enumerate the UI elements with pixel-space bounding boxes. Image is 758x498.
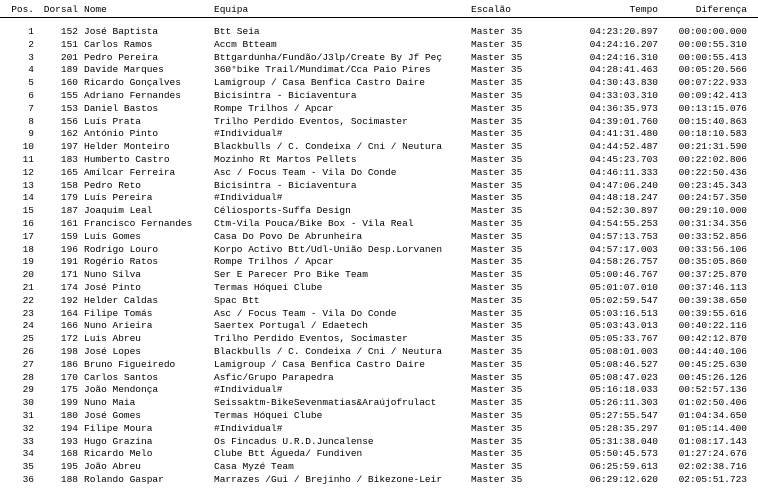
cell-tempo: 05:08:01.003 — [589, 346, 658, 357]
table-row — [0, 154, 758, 166]
cell-pos: 12 — [22, 166, 34, 178]
cell-pos: 19 — [22, 256, 34, 268]
cell-diferenca: 02:05:51.723 — [678, 474, 747, 485]
cell-tempo: 05:03:16.513 — [589, 307, 658, 319]
cell-escalao: Master 35 — [471, 38, 523, 50]
cell-escalao: Master 35 — [471, 166, 523, 178]
cell-dorsal: 155 — [60, 90, 78, 101]
cell-equipa: Blackbulls / C. Condeixa / Cni / Neutura — [214, 346, 443, 357]
cell-escalao: Master 35 — [471, 51, 523, 63]
cell-pos: 2 — [28, 38, 34, 50]
cell-dorsal: 171 — [60, 269, 78, 281]
table-row — [0, 244, 758, 256]
cell-equipa: Termas Hóquei Clube — [214, 282, 323, 293]
cell-equipa: Trilho Perdido Eventos, Socimaster — [214, 115, 408, 127]
cell-pos: 34 — [22, 448, 34, 460]
cell-escalao: Master 35 — [471, 461, 523, 473]
cell-dorsal: 194 — [60, 422, 78, 434]
cell-diferenca: 01:04:34.650 — [678, 410, 747, 421]
cell-tempo: 05:50:45.573 — [589, 448, 658, 460]
table-row — [0, 269, 758, 281]
cell-diferenca: 00:31:34.356 — [678, 218, 747, 229]
table-row — [0, 346, 758, 358]
cell-tempo: 04:28:41.463 — [589, 64, 658, 76]
cell-pos: 31 — [22, 410, 34, 421]
cell-equipa: #Individual# — [214, 192, 283, 204]
cell-nome: Luís Pereira — [84, 192, 153, 204]
cell-pos: 1 — [28, 26, 34, 37]
cell-nome: João Mendonça — [84, 384, 159, 396]
table-row — [0, 90, 758, 102]
cell-tempo: 04:44:52.487 — [589, 141, 658, 153]
cell-equipa: #Individual# — [214, 128, 283, 140]
table-row — [0, 116, 758, 128]
cell-escalao: Master 35 — [471, 90, 523, 101]
cell-nome: Helder Monteiro — [84, 141, 170, 153]
cell-dorsal: 151 — [60, 38, 78, 50]
cell-dorsal: 159 — [60, 230, 78, 242]
header-diferenca: Diferença — [695, 4, 747, 15]
cell-escalao: Master 35 — [471, 346, 523, 357]
table-row — [0, 64, 758, 76]
cell-dorsal: 197 — [60, 141, 78, 153]
cell-dorsal: 165 — [60, 166, 78, 178]
table-row — [0, 320, 758, 332]
cell-diferenca: 00:35:05.860 — [678, 256, 747, 268]
results-header-row — [0, 4, 758, 16]
cell-pos: 32 — [22, 422, 34, 434]
cell-escalao: Master 35 — [471, 358, 523, 370]
cell-pos: 23 — [22, 307, 34, 319]
table-row — [0, 359, 758, 371]
table-row — [0, 39, 758, 51]
cell-nome: João Abreu — [84, 461, 142, 473]
cell-nome: Nuno Arieira — [84, 320, 153, 332]
cell-equipa: Ctm-Vila Pouca/Bike Box - Vila Real — [214, 218, 414, 229]
cell-diferenca: 00:39:55.616 — [678, 307, 747, 319]
cell-tempo: 04:52:30.897 — [589, 205, 658, 217]
cell-equipa: 360°bike Trail/Mundimat/Cca Paio Pires — [214, 64, 431, 76]
cell-tempo: 05:03:43.013 — [589, 320, 658, 332]
cell-dorsal: 201 — [60, 51, 78, 63]
cell-equipa: Accm Btteam — [214, 38, 277, 50]
cell-escalao: Master 35 — [471, 243, 523, 255]
cell-pos: 21 — [22, 282, 34, 293]
cell-escalao: Master 35 — [471, 435, 523, 447]
cell-tempo: 04:24:16.310 — [589, 51, 658, 63]
cell-pos: 9 — [28, 128, 34, 140]
cell-tempo: 05:01:07.010 — [589, 282, 658, 293]
cell-escalao: Master 35 — [471, 128, 523, 140]
table-row — [0, 410, 758, 422]
cell-tempo: 06:25:59.613 — [589, 461, 658, 473]
cell-dorsal: 193 — [60, 435, 78, 447]
cell-dorsal: 189 — [60, 64, 78, 76]
cell-pos: 16 — [22, 218, 34, 229]
cell-tempo: 04:41:31.480 — [589, 128, 658, 140]
cell-diferenca: 02:02:38.716 — [678, 461, 747, 473]
cell-tempo: 05:27:55.547 — [589, 410, 658, 421]
cell-dorsal: 170 — [60, 371, 78, 383]
cell-pos: 27 — [22, 358, 34, 370]
cell-pos: 13 — [22, 179, 34, 191]
cell-diferenca: 00:07:22.933 — [678, 77, 747, 89]
cell-tempo: 04:45:23.703 — [589, 154, 658, 165]
cell-equipa: Mozinho Rt Martos Pellets — [214, 154, 357, 165]
cell-dorsal: 160 — [60, 77, 78, 89]
table-row — [0, 192, 758, 204]
cell-nome: José Gomes — [84, 410, 142, 421]
cell-nome: Luís Abreu — [84, 333, 142, 345]
cell-nome: Adriano Fernandes — [84, 90, 181, 101]
cell-diferenca: 01:27:24.676 — [678, 448, 747, 460]
cell-nome: Rolando Gaspar — [84, 474, 164, 485]
table-row — [0, 180, 758, 192]
cell-nome: José Baptista — [84, 26, 159, 37]
cell-escalao: Master 35 — [471, 371, 523, 383]
cell-equipa: Bicisintra - Biciaventura — [214, 179, 357, 191]
cell-pos: 20 — [22, 269, 34, 281]
cell-dorsal: 153 — [60, 102, 78, 114]
table-row — [0, 423, 758, 435]
cell-equipa: Seissaktm-BikeSevenmatias&Araújofrulact — [214, 397, 437, 409]
cell-dorsal: 166 — [60, 320, 78, 332]
cell-tempo: 04:54:55.253 — [589, 218, 658, 229]
cell-pos: 26 — [22, 346, 34, 357]
table-row — [0, 384, 758, 396]
cell-tempo: 04:33:03.310 — [589, 90, 658, 101]
cell-tempo: 05:08:46.527 — [589, 358, 658, 370]
table-row — [0, 461, 758, 473]
cell-nome: Carlos Ramos — [84, 38, 153, 50]
cell-diferenca: 00:09:42.413 — [678, 90, 747, 101]
cell-escalao: Master 35 — [471, 230, 523, 242]
cell-escalao: Master 35 — [471, 269, 523, 281]
cell-pos: 4 — [28, 64, 34, 76]
cell-diferenca: 00:29:10.000 — [678, 205, 747, 217]
cell-tempo: 04:23:20.897 — [589, 26, 658, 37]
cell-diferenca: 00:22:02.806 — [678, 154, 747, 165]
table-row — [0, 231, 758, 243]
cell-diferenca: 00:18:10.583 — [678, 128, 747, 140]
cell-tempo: 05:16:18.033 — [589, 384, 658, 396]
header-nome: Nome — [84, 4, 107, 15]
cell-nome: Filipe Tomás — [84, 307, 153, 319]
cell-diferenca: 00:15:40.863 — [678, 115, 747, 127]
cell-equipa: Céliosports-Suffa Design — [214, 205, 351, 217]
cell-nome: Daniel Bastos — [84, 102, 159, 114]
cell-diferenca: 01:02:50.406 — [678, 397, 747, 409]
cell-tempo: 04:57:13.753 — [589, 230, 658, 242]
cell-nome: Bruno Figueiredo — [84, 358, 176, 370]
header-equipa: Equipa — [214, 4, 249, 15]
cell-diferenca: 00:05:20.566 — [678, 64, 747, 76]
cell-escalao: Master 35 — [471, 154, 523, 165]
cell-nome: Luís Prata — [84, 115, 142, 127]
cell-equipa: #Individual# — [214, 422, 283, 434]
cell-pos: 6 — [28, 90, 34, 101]
table-row — [0, 52, 758, 64]
cell-equipa: Lamigroup / Casa Benfica Castro Daire — [214, 77, 425, 89]
cell-nome: Davide Marques — [84, 64, 164, 76]
cell-diferenca: 00:33:56.106 — [678, 243, 747, 255]
cell-tempo: 05:00:46.767 — [589, 269, 658, 281]
cell-nome: Francisco Fernandes — [84, 218, 193, 229]
cell-equipa: Spac Btt — [214, 294, 260, 306]
cell-diferenca: 00:21:31.590 — [678, 141, 747, 153]
cell-diferenca: 00:00:00.000 — [678, 26, 747, 37]
table-row — [0, 282, 758, 294]
table-row — [0, 103, 758, 115]
cell-nome: Joaquim Leal — [84, 205, 153, 217]
cell-dorsal: 162 — [60, 128, 78, 140]
header-tempo: Tempo — [629, 4, 658, 15]
cell-escalao: Master 35 — [471, 422, 523, 434]
cell-diferenca: 00:22:50.436 — [678, 166, 747, 178]
cell-nome: José Lopes — [84, 346, 142, 357]
cell-nome: José Pinto — [84, 282, 142, 293]
cell-tempo: 04:36:35.973 — [589, 102, 658, 114]
cell-diferenca: 00:00:55.413 — [678, 51, 747, 63]
cell-dorsal: 180 — [60, 410, 78, 421]
cell-dorsal: 156 — [60, 115, 78, 127]
cell-diferenca: 00:42:12.870 — [678, 333, 747, 345]
cell-dorsal: 158 — [60, 179, 78, 191]
table-row — [0, 26, 758, 38]
cell-tempo: 05:08:47.023 — [589, 371, 658, 383]
cell-tempo: 05:05:33.767 — [589, 333, 658, 345]
cell-pos: 17 — [22, 230, 34, 242]
cell-dorsal: 191 — [60, 256, 78, 268]
cell-pos: 25 — [22, 333, 34, 345]
cell-diferenca: 00:24:57.350 — [678, 192, 747, 204]
cell-equipa: Os Fincadus U.R.D.Juncalense — [214, 435, 374, 447]
cell-equipa: Trilho Perdido Eventos, Socimaster — [214, 333, 408, 345]
cell-dorsal: 196 — [60, 243, 78, 255]
cell-tempo: 05:31:38.040 — [589, 435, 658, 447]
cell-equipa: Korpo Activo Btt/Udl-União Desp.Lorvanen — [214, 243, 443, 255]
cell-escalao: Master 35 — [471, 384, 523, 396]
cell-diferenca: 00:00:55.310 — [678, 38, 747, 50]
cell-equipa: Blackbulls / C. Condeixa / Cni / Neutura — [214, 141, 443, 153]
cell-nome: Amílcar Ferreira — [84, 166, 176, 178]
cell-equipa: Asc / Focus Team - Vila Do Conde — [214, 166, 397, 178]
cell-equipa: Rompe Trilhos / Apcar — [214, 102, 334, 114]
cell-diferenca: 00:37:46.113 — [678, 282, 747, 293]
cell-dorsal: 198 — [60, 346, 78, 357]
cell-equipa: Clube Btt Águeda/ Fundiven — [214, 448, 363, 460]
cell-nome: Pedro Reto — [84, 179, 142, 191]
table-row — [0, 205, 758, 217]
cell-dorsal: 179 — [60, 192, 78, 204]
cell-nome: Ricardo Melo — [84, 448, 153, 460]
cell-escalao: Master 35 — [471, 474, 523, 485]
table-row — [0, 474, 758, 486]
cell-nome: Pedro Pereira — [84, 51, 159, 63]
cell-dorsal: 183 — [60, 154, 78, 165]
cell-pos: 24 — [22, 320, 34, 332]
cell-nome: Nuno Maia — [84, 397, 136, 409]
cell-diferenca: 00:40:22.116 — [678, 320, 747, 332]
cell-nome: Nuno Silva — [84, 269, 142, 281]
cell-nome: Carlos Santos — [84, 371, 159, 383]
cell-pos: 15 — [22, 205, 34, 217]
table-row — [0, 128, 758, 140]
table-row — [0, 448, 758, 460]
table-row — [0, 333, 758, 345]
table-row — [0, 167, 758, 179]
cell-escalao: Master 35 — [471, 115, 523, 127]
cell-nome: Ricardo Gonçalves — [84, 77, 181, 89]
cell-nome: Humberto Castro — [84, 154, 170, 165]
cell-tempo: 04:46:11.333 — [589, 166, 658, 178]
cell-equipa: Marrazes /Gui / Brejinho / Bikezone-Leir — [214, 474, 443, 485]
cell-escalao: Master 35 — [471, 26, 523, 37]
cell-equipa: Lamigroup / Casa Benfica Castro Daire — [214, 358, 425, 370]
cell-escalao: Master 35 — [471, 410, 523, 421]
cell-dorsal: 199 — [60, 397, 78, 409]
cell-diferenca: 00:52:57.136 — [678, 384, 747, 396]
cell-tempo: 05:28:35.297 — [589, 422, 658, 434]
cell-nome: Luís Gomes — [84, 230, 142, 242]
cell-pos: 22 — [22, 294, 34, 306]
cell-nome: Filipe Moura — [84, 422, 153, 434]
cell-escalao: Master 35 — [471, 320, 523, 332]
cell-escalao: Master 35 — [471, 397, 523, 409]
cell-tempo: 05:26:11.303 — [589, 397, 658, 409]
cell-diferenca: 00:44:40.106 — [678, 346, 747, 357]
cell-escalao: Master 35 — [471, 192, 523, 204]
cell-diferenca: 01:05:14.400 — [678, 422, 747, 434]
cell-diferenca: 00:33:52.856 — [678, 230, 747, 242]
cell-equipa: Casa Myzé Team — [214, 461, 294, 473]
cell-pos: 7 — [28, 102, 34, 114]
cell-nome: António Pinto — [84, 128, 159, 140]
header-divider — [0, 17, 758, 18]
cell-escalao: Master 35 — [471, 64, 523, 76]
cell-dorsal: 188 — [60, 474, 78, 485]
cell-equipa: Bicisintra - Biciaventura — [214, 90, 357, 101]
cell-nome: Helder Caldas — [84, 294, 159, 306]
cell-diferenca: 01:08:17.143 — [678, 435, 747, 447]
cell-escalao: Master 35 — [471, 179, 523, 191]
cell-pos: 14 — [22, 192, 34, 204]
cell-escalao: Master 35 — [471, 256, 523, 268]
cell-equipa: Asc / Focus Team - Vila Do Conde — [214, 307, 397, 319]
cell-equipa: Rompe Trilhos / Apcar — [214, 256, 334, 268]
cell-dorsal: 187 — [60, 205, 78, 217]
cell-equipa: Btt Seia — [214, 26, 260, 37]
cell-dorsal: 152 — [60, 26, 78, 37]
cell-escalao: Master 35 — [471, 102, 523, 114]
table-row — [0, 372, 758, 384]
cell-tempo: 05:02:59.547 — [589, 294, 658, 306]
cell-pos: 18 — [22, 243, 34, 255]
cell-dorsal: 195 — [60, 461, 78, 473]
cell-pos: 30 — [22, 397, 34, 409]
cell-pos: 33 — [22, 435, 34, 447]
cell-tempo: 06:29:12.620 — [589, 474, 658, 485]
table-row — [0, 436, 758, 448]
cell-escalao: Master 35 — [471, 205, 523, 217]
cell-pos: 5 — [28, 77, 34, 89]
cell-escalao: Master 35 — [471, 282, 523, 293]
cell-nome: Hugo Grazina — [84, 435, 153, 447]
cell-escalao: Master 35 — [471, 141, 523, 153]
cell-dorsal: 172 — [60, 333, 78, 345]
table-row — [0, 218, 758, 230]
cell-tempo: 04:48:18.247 — [589, 192, 658, 204]
header-dorsal: Dorsal — [43, 4, 78, 15]
cell-pos: 35 — [22, 461, 34, 473]
cell-dorsal: 186 — [60, 358, 78, 370]
cell-dorsal: 161 — [60, 218, 78, 229]
cell-diferenca: 00:13:15.076 — [678, 102, 747, 114]
table-row — [0, 141, 758, 153]
cell-tempo: 04:57:17.003 — [589, 243, 658, 255]
table-row — [0, 295, 758, 307]
cell-tempo: 04:39:01.760 — [589, 115, 658, 127]
cell-pos: 10 — [22, 141, 34, 153]
cell-escalao: Master 35 — [471, 218, 523, 229]
cell-equipa: #Individual# — [214, 384, 283, 396]
cell-pos: 8 — [28, 115, 34, 127]
cell-escalao: Master 35 — [471, 307, 523, 319]
cell-dorsal: 175 — [60, 384, 78, 396]
cell-tempo: 04:58:26.757 — [589, 256, 658, 268]
cell-equipa: Saertex Portugal / Edaetech — [214, 320, 368, 332]
cell-pos: 11 — [22, 154, 34, 165]
cell-equipa: Casa Do Povo De Abrunheira — [214, 230, 363, 242]
cell-pos: 36 — [22, 474, 34, 485]
cell-escalao: Master 35 — [471, 294, 523, 306]
cell-dorsal: 168 — [60, 448, 78, 460]
cell-pos: 3 — [28, 51, 34, 63]
cell-pos: 29 — [22, 384, 34, 396]
table-row — [0, 256, 758, 268]
cell-dorsal: 164 — [60, 307, 78, 319]
cell-tempo: 04:30:43.830 — [589, 77, 658, 89]
cell-equipa: Bttgardunha/Fundão/J3lp/Create By Jf Peç — [214, 51, 443, 63]
table-row — [0, 397, 758, 409]
header-pos: Pos. — [11, 4, 34, 15]
cell-nome: Rogério Ratos — [84, 256, 159, 268]
cell-pos: 28 — [22, 371, 34, 383]
cell-escalao: Master 35 — [471, 448, 523, 460]
cell-nome: Rodrigo Louro — [84, 243, 159, 255]
cell-equipa: Asfic/Grupo Parapedra — [214, 371, 334, 383]
cell-dorsal: 174 — [60, 282, 78, 293]
cell-diferenca: 00:37:25.870 — [678, 269, 747, 281]
cell-diferenca: 00:39:38.650 — [678, 294, 747, 306]
cell-escalao: Master 35 — [471, 77, 523, 89]
cell-equipa: Ser E Parecer Pro Bike Team — [214, 269, 368, 281]
table-row — [0, 308, 758, 320]
cell-tempo: 04:24:16.207 — [589, 38, 658, 50]
cell-diferenca: 00:23:45.343 — [678, 179, 747, 191]
cell-dorsal: 192 — [60, 294, 78, 306]
cell-equipa: Termas Hóquei Clube — [214, 410, 323, 421]
cell-tempo: 04:47:06.240 — [589, 179, 658, 191]
cell-diferenca: 00:45:25.630 — [678, 358, 747, 370]
table-row — [0, 77, 758, 89]
cell-escalao: Master 35 — [471, 333, 523, 345]
header-escalao: Escalão — [471, 4, 511, 15]
cell-diferenca: 00:45:26.126 — [678, 371, 747, 383]
